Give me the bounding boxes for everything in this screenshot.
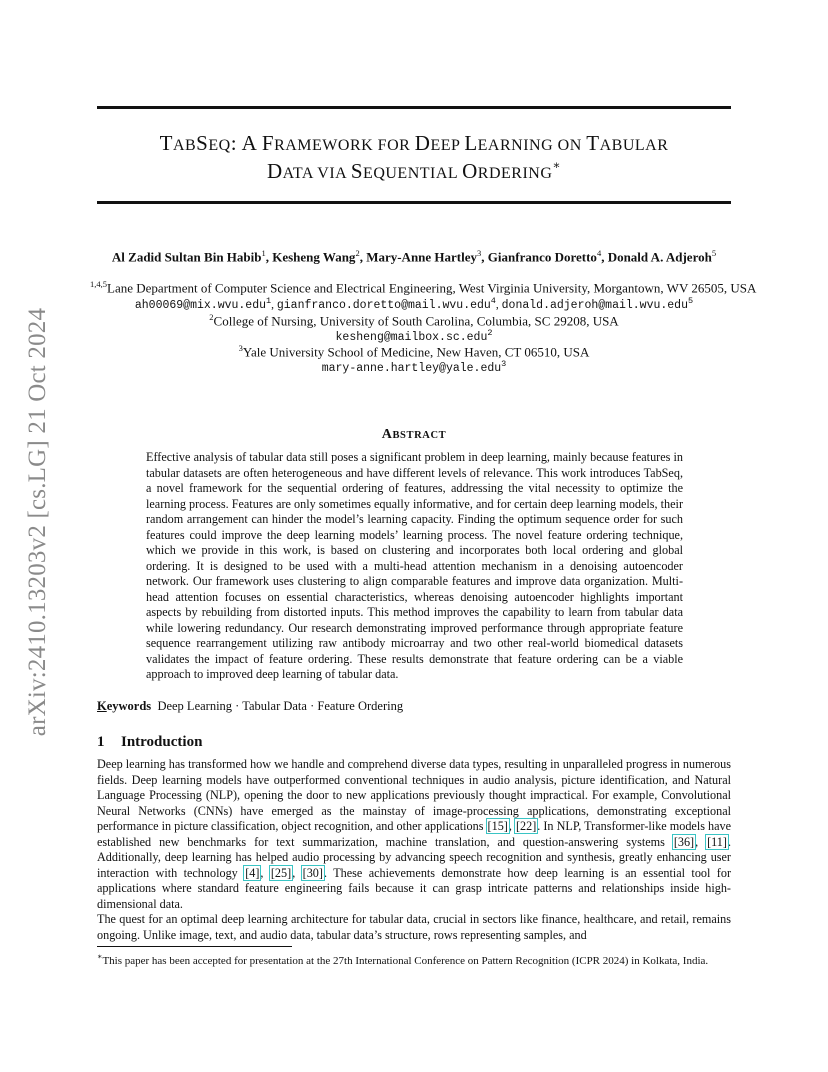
citation-link[interactable]: [36] xyxy=(673,834,695,849)
paragraph-text: , xyxy=(260,865,270,880)
arxiv-stamp: arXiv:2410.13203v2 [cs.LG] 21 Oct 2024 xyxy=(24,307,51,737)
abstract-heading xyxy=(97,426,731,443)
affiliation-2-sup: 2 xyxy=(209,312,214,322)
abstract-heading-cap: A xyxy=(381,427,393,442)
title-segment: EQ xyxy=(208,137,231,154)
title-segment: RDERING xyxy=(477,165,553,182)
affiliation-1 xyxy=(90,279,757,296)
email-address[interactable]: ah00069@mix.wvu.edu xyxy=(134,298,266,312)
title-segment: ABULAR xyxy=(599,137,669,154)
footnote-mark: ∗ xyxy=(97,952,103,961)
title-segment: T xyxy=(159,131,173,155)
title-segment: EEP xyxy=(430,137,465,154)
author-name: Gianfranco Doretto xyxy=(487,249,597,265)
title-top-rule xyxy=(97,106,731,109)
author-sup: 4 xyxy=(596,248,602,258)
author-name: Donald A. Adjeroh xyxy=(607,249,712,265)
affiliation-3 xyxy=(90,343,738,360)
keywords-label-first: K xyxy=(97,699,107,713)
citation-link[interactable]: [4] xyxy=(245,865,260,880)
section-title: Introduction xyxy=(121,734,203,750)
title-segment: L xyxy=(464,131,478,155)
author-sup: 1 xyxy=(261,248,266,258)
affiliation-1-sup: 1,4,5 xyxy=(90,279,107,289)
paragraph-text: , xyxy=(695,834,707,849)
abstract-text: Effective analysis of tabular data still poses a significant problem in deep learning, mainly because features in tabular datasets are often heterogeneous and have different levels of relevance. This work introduces TabSeq, a novel framework for the sequential ordering of features, addressing the vital necessity to optimize the learning process. Features are only sometimes equally informative, and for certain deep learning models, their random arrangement can hinder the model’s learning capacity. Finding the optimum sequence order for such features could improve the deep learning models’ learning process. The novel feature ordering technique, which we provide in this work, is based on clustering and incorporates both local ordering and global ordering. It is designed to be used with a multi-head attention mechanism in a denoising autoencoder network. Our framework uses clustering to align comparable features and improve data organization. Multi-head attention focuses on essential characteristics, whereas denoising autoencoder highlights important aspects by rebuilding from distorted inputs. This method improves the capability to learn from tabular data while lowering redundancy. Our research demonstrating improved performance through appropriate feature sequence rearrangement utilizing raw antibody microarray and two other real-world biomedical datasets validates the impact of feature ordering. These results demonstrate that feature ordering can be a viable approach to improved deep learning of tabular data. xyxy=(146,450,683,681)
title-footnote-mark: ∗ xyxy=(552,158,562,172)
email-sup: 5 xyxy=(688,296,694,306)
author-separator: , xyxy=(481,249,488,265)
email-separator: , xyxy=(271,298,277,311)
title-segment: D xyxy=(414,131,431,155)
intro-paragraph-2: The quest for an optimal deep learning architecture for tabular data, crucial in sectors like finance, healthcare, and retail, remains ongoing. Unlike image, text, and audio data, tabular data’s structure, rows representing samples, and xyxy=(97,912,731,942)
title-segment: EQUENTIAL xyxy=(363,165,463,182)
section-heading-introduction xyxy=(97,734,202,751)
title-bottom-rule xyxy=(97,201,731,204)
author-separator: , xyxy=(265,249,273,265)
author-sup: 2 xyxy=(355,248,360,258)
citation-link[interactable]: [25] xyxy=(270,865,292,880)
paragraph-text: , xyxy=(292,865,302,880)
citation-link[interactable]: [15] xyxy=(487,819,508,833)
title-segment: ATA VIA xyxy=(282,165,351,182)
author-name: Mary-Anne Hartley xyxy=(366,249,478,265)
title-segment: F xyxy=(261,131,275,155)
keywords-line xyxy=(97,699,403,714)
email-sup: 4 xyxy=(490,296,496,306)
paragraph-text: Deep learning has transformed how we handle and comprehend diverse data types, resulting in unparalleled progress in numerous fields. Deep learning models have outperformed conventional techniques in audio analysis, picture identification, and Natural Language Processing (NLP), opening the door to new applications previously thought impractical. For example, Convolutional Neural Networks (CNNs) have emerged as the mainstay of image-processing applications, demonstrating exceptional performance in picture classification, object recognition, and other applications xyxy=(97,757,731,833)
author-emails-1 xyxy=(90,296,738,312)
author-name: Kesheng Wang xyxy=(272,249,356,265)
title-segment: : A xyxy=(230,131,262,155)
citation-link[interactable]: [22] xyxy=(515,819,537,833)
email-3-sup: 3 xyxy=(501,359,507,369)
author-sup: 5 xyxy=(711,248,717,258)
author-email-2[interactable] xyxy=(90,328,738,344)
email-2-sup: 2 xyxy=(487,328,493,338)
author-sup: 3 xyxy=(477,248,482,258)
affiliation-2 xyxy=(90,312,738,329)
paragraph-text: . In NLP, Transformer-like models have established new benchmarks for text summarization, machine translation, and question-answering systems xyxy=(97,819,732,849)
email-3-text[interactable]: mary-anne.hartley@yale.edu xyxy=(321,361,502,375)
intro-paragraph-1 xyxy=(97,757,731,912)
author-name: Al Zadid Sultan Bin Habib xyxy=(111,249,262,265)
paragraph-text: , xyxy=(508,819,515,833)
title-segment: T xyxy=(586,131,600,155)
keywords-label xyxy=(97,699,151,713)
paragraph-text: . Additionally, deep learning has helped audio processing by advancing speech recognition and synthesis, greatly enhancing user interaction with technology xyxy=(97,834,731,880)
title-segment: EARNING ON xyxy=(477,137,587,154)
email-2-text[interactable]: kesheng@mailbox.sc.edu xyxy=(335,330,488,344)
title-segment: AB xyxy=(172,137,197,154)
citation-link[interactable]: [30] xyxy=(302,865,323,880)
keywords-label-rest: eywords xyxy=(106,699,152,713)
author-separator: , xyxy=(359,249,367,265)
title-segment: RAMEWORK FOR xyxy=(274,137,415,154)
email-separator: , xyxy=(495,298,502,311)
paper-title-line-2 xyxy=(97,158,731,184)
abstract-heading-rest: BSTRACT xyxy=(392,430,447,441)
paragraph-text: . These achievements demonstrate how deep learning is an essential tool for applications where standard feature engineering fails because it can grasp intricate patterns and relationships inside high-dimensional data. xyxy=(97,865,732,911)
email-address[interactable]: gianfranco.doretto@mail.wvu.edu xyxy=(276,298,491,312)
author-email-3[interactable] xyxy=(90,359,738,375)
title-segment: D xyxy=(266,159,283,183)
affiliation-3-sup: 3 xyxy=(238,343,243,353)
footnote-rule xyxy=(97,946,292,947)
affiliation-1-text: Lane Department of Computer Science and Electrical Engineering, West Virginia University, Morgantown, WV 26505, USA xyxy=(107,280,757,296)
section-number: 1 xyxy=(97,734,105,750)
citation-link[interactable]: [11] xyxy=(707,834,727,849)
author-separator: , xyxy=(601,249,608,265)
title-segment: O xyxy=(462,159,478,183)
footnote-text: This paper has been accepted for presentation at the 27th International Conference on Pattern Recognition (ICPR 2024) in Kolkata, India. xyxy=(102,955,709,967)
author-list xyxy=(97,248,731,265)
email-sup: 1 xyxy=(266,296,272,306)
affiliation-3-text: Yale University School of Medicine, New Haven, CT 06510, USA xyxy=(242,344,590,360)
email-address[interactable]: donald.adjeroh@mail.wvu.edu xyxy=(501,298,688,312)
footnote xyxy=(97,950,731,968)
title-segment: S xyxy=(350,159,364,183)
title-segment: S xyxy=(196,131,209,155)
keywords-text: Deep Learning · Tabular Data · Feature Ordering xyxy=(157,699,404,713)
affiliation-2-text: College of Nursing, University of South Carolina, Columbia, SC 29208, USA xyxy=(213,313,619,329)
paper-title-line-1 xyxy=(97,131,731,156)
